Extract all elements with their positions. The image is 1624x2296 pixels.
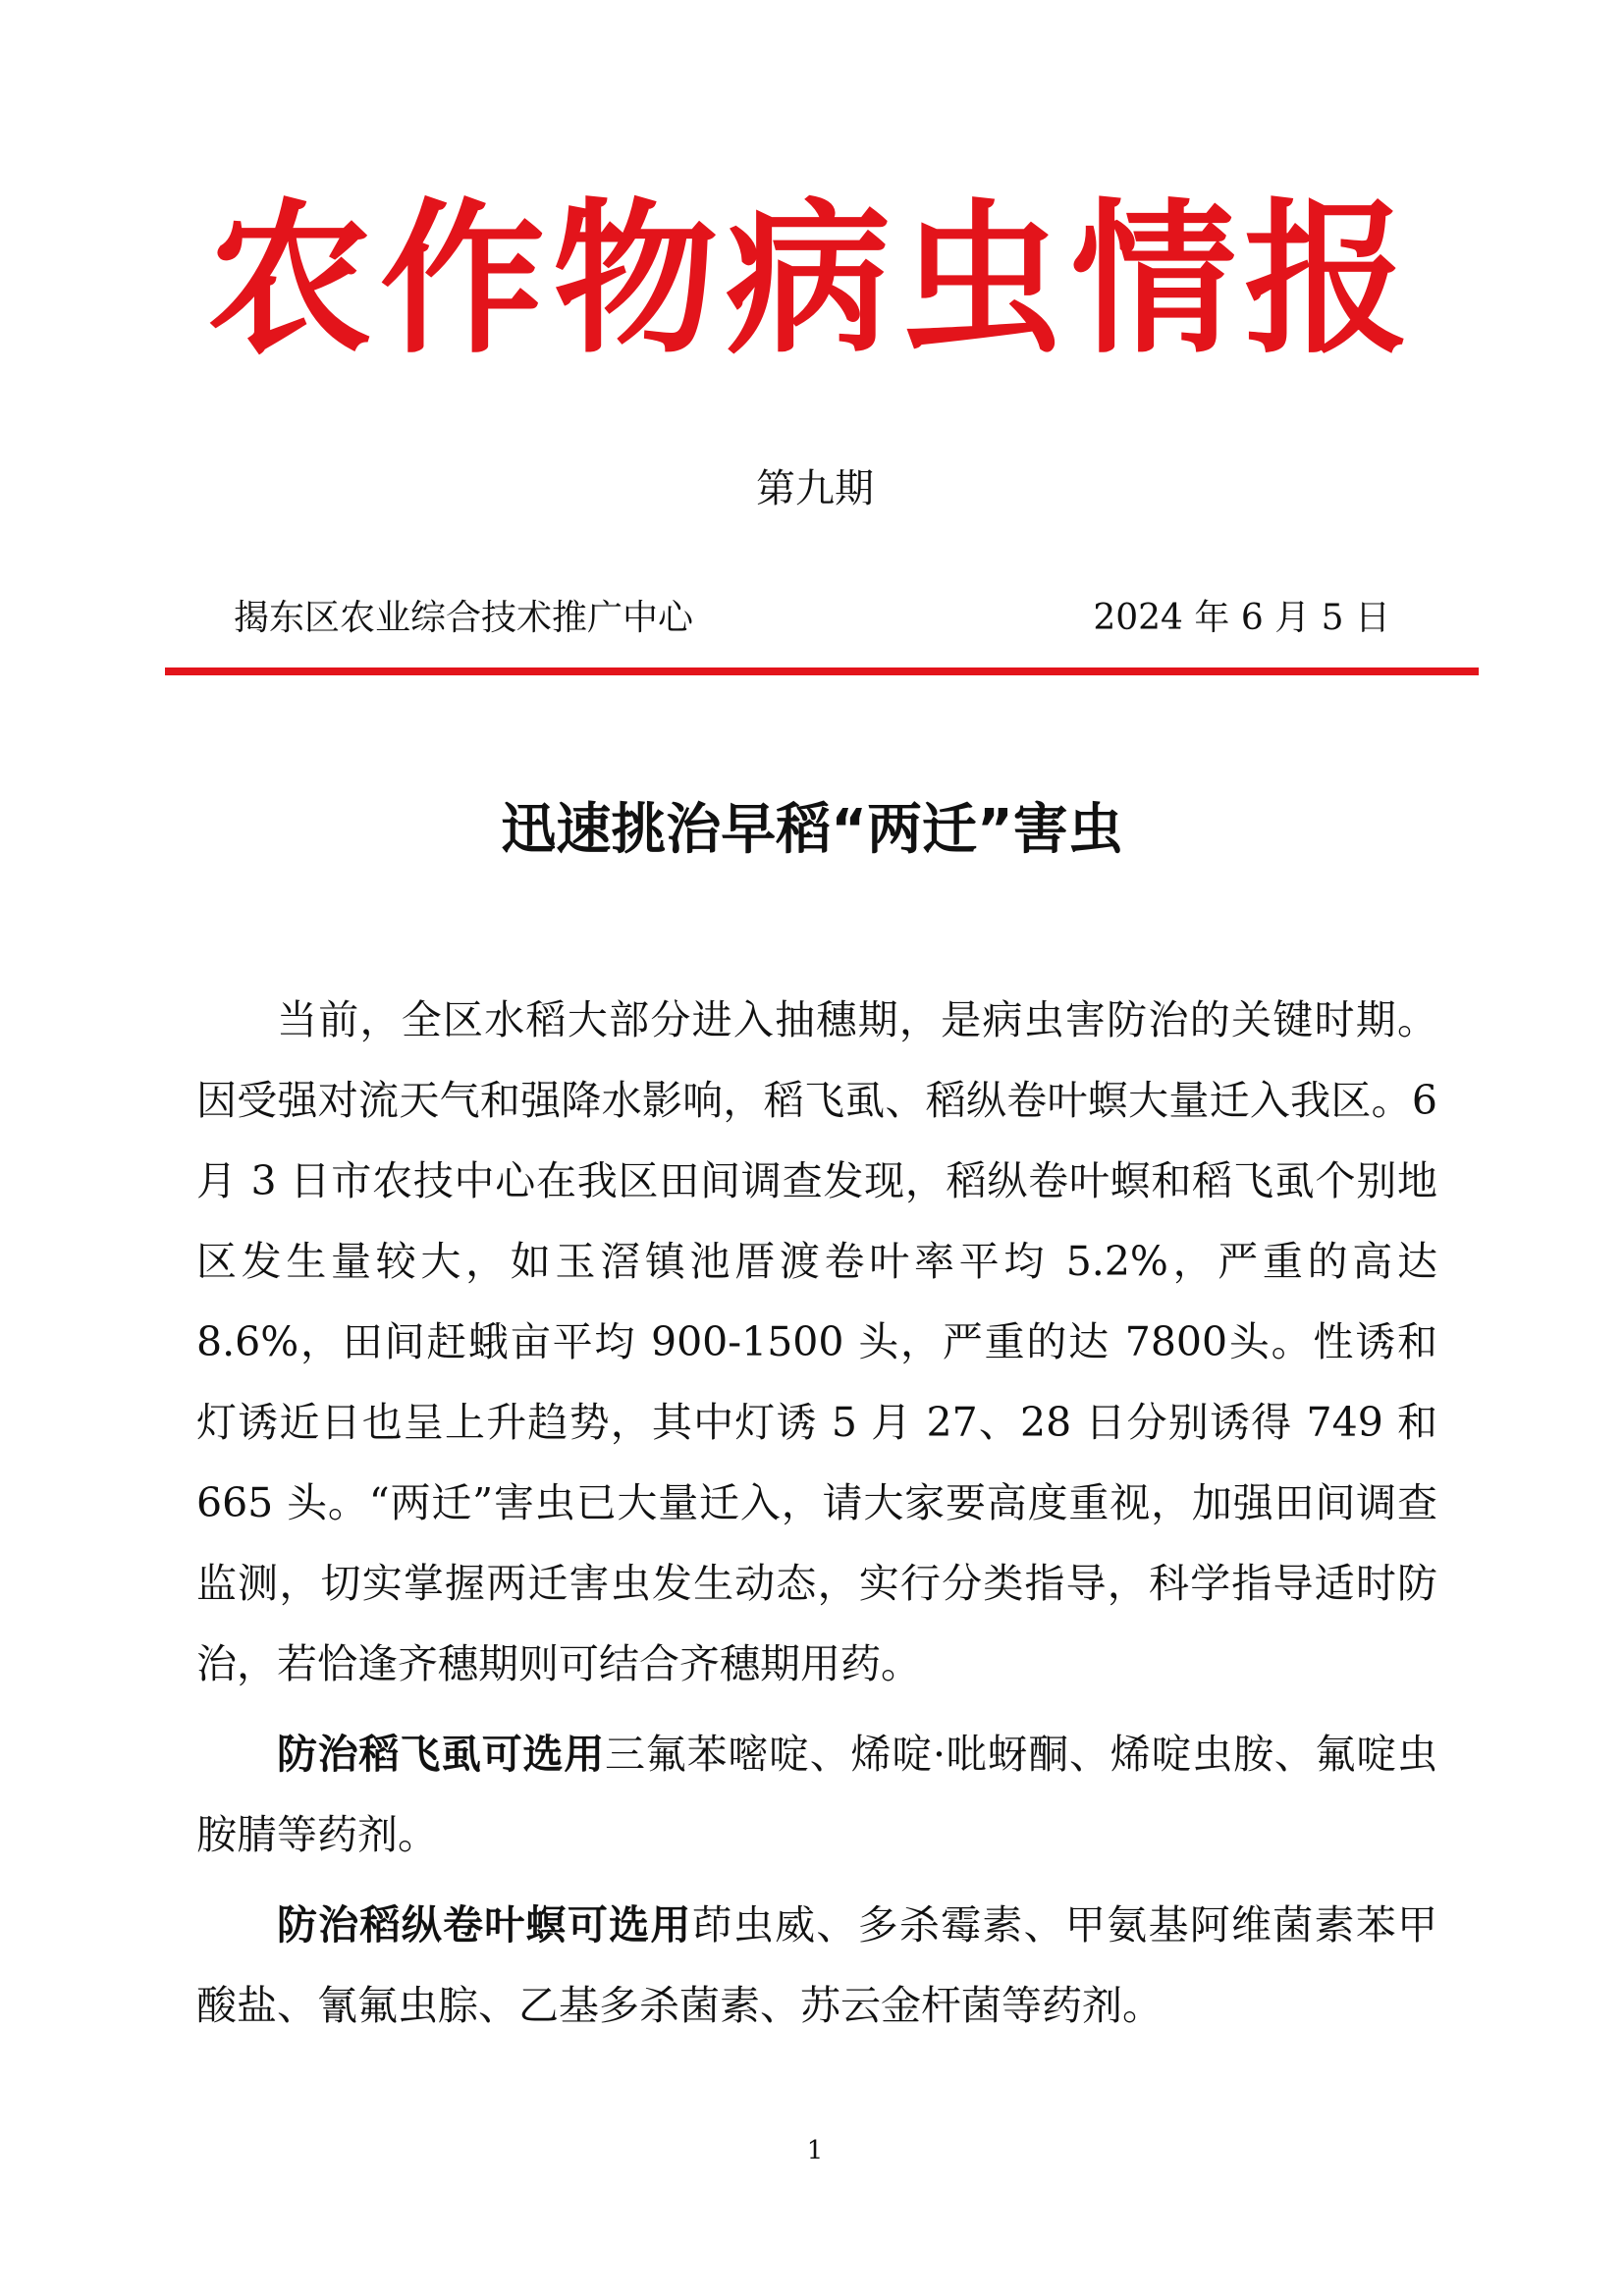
header-divider [165, 667, 1479, 675]
paragraph-text: 茚虫威、多杀霉素、甲氨基阿维菌素苯甲酸盐、氰氟虫腙、乙基多杀菌素、苏云金杆菌等药剂。 [196, 1901, 1437, 2029]
page-number: 1 [806, 2136, 824, 2165]
publisher-organization: 揭东区农业综合技术推广中心 [234, 598, 694, 638]
paragraph-lead: 防治稻飞虱可选用 [277, 1731, 605, 1778]
article-headline: 迅速挑治早稻“两迁”害虫 [501, 798, 1123, 862]
paragraph-situation [196, 980, 1437, 1704]
paragraph-planthopper-control [196, 1714, 1437, 1875]
paragraph-text: 三氟苯嘧啶、烯啶·吡蚜酮、烯啶虫胺、氟啶虫胺腈等药剂。 [196, 1731, 1438, 1858]
masthead-title: 农作物病虫情报 [207, 182, 1417, 376]
paragraph-lead: 防治稻纵卷叶螟可选用 [277, 1901, 692, 1949]
publish-date: 2024 年 6 月 5 日 [1093, 598, 1390, 638]
paragraph-text: 当前，全区水稻大部分进入抽穗期，是病虫害防治的关键时期。因受强对流天气和强降水影响，稻飞虱、稻纵卷叶螟大量迁入我区。6 月 3 日市农技中心在我区田间调查发现，稻纵卷叶螟和稻飞虱个别地区发生量较大，如玉滘镇池厝渡卷叶率平均 5.2%，严重的高达 8.6%，田间赶蛾亩平均 900-1500 头，严重的达 7800头。性诱和灯诱近日也呈上升趋势，其中灯诱 5 月 27、28 日分别诱得 749 和 665 头。“两迁”害虫已大量迁入，请大家要高度重视，加强田间调查监测，切实掌握两迁害虫发生动态，实行分类指导，科学指导适时防治，若恰逢齐穗期则可结合齐穗期用药。 [196, 996, 1437, 1687]
paragraph-leafroller-control [196, 1885, 1437, 2046]
issue-number: 第九期 [756, 466, 874, 511]
article-body [196, 980, 1437, 2056]
